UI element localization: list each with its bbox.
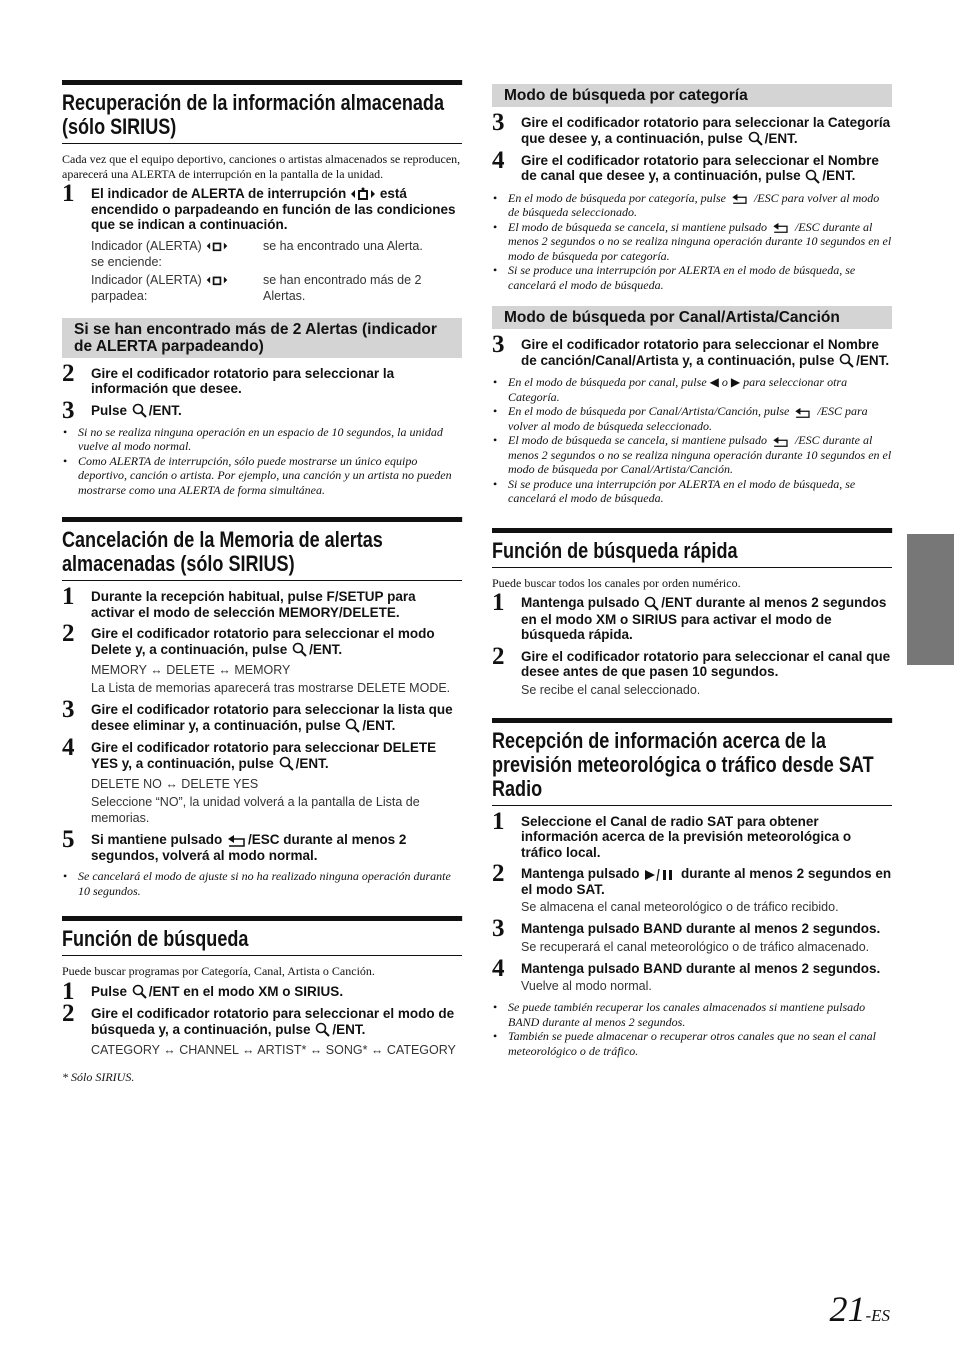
section-title-cancelacion: Cancelación de la Memoria de alertas almacenadas (sólo SIRIUS) [62,517,462,576]
search-icon [278,756,296,772]
return-icon [770,222,792,234]
subsection-title-alertas: Si se han encontrado más de 2 Alertas (indicador de ALERTA parpadeando) [62,318,462,358]
search-icon [344,718,362,734]
play-pause-icon [643,868,677,882]
right-column: Modo de búsqueda por categoría 3 Gire el codificador rotatorio para seleccionar la Categoría que desee y, a continuación, pulse /ENT. 4 Gire el codificador rotatorio para seleccionar el Nombre de canal que desee y, a continuación, pulse /ENT. • En el modo de búsqueda por categoría, pulse /ESC para volver al modo de búsqueda seleccionado. • El modo de búsqueda se cancela, si mantiene pulsado /ESC durante al menos 2 segundos o no se realiza ninguna operación durante 10 segundos en el modo de búsqueda por categoría. • Si se produce una interrupción por ALERTA en el modo de búsqueda, se cancelará el modo de búsqueda. Modo de búsqueda por Canal/Artista/Canción 3 Gire el codificador rotatorio para seleccionar el Nombre de canción/Canal/Artista y, a continuación, pulse /ENT. • En el modo de búsqueda por canal, pulse ◀ o ▶ para seleccionar otra Categoría. • En el modo de búsqueda por Canal/Artista/Canción, pulse /ESC para volver al modo de búsqueda seleccionado. • El modo de búsqueda se cancela, si mantiene pulsado /ESC durante al menos 2 segundos o no se realiza ninguna operación durante 10 segundos en el modo de búsqueda por Canal/Artista/Canción. • Si se produce una interrupción por ALERTA en el modo de búsqueda, se cancelará el modo de búsqueda. Función de búsqueda rápida Puede buscar todos los canales por orden numérico. 1 Mantenga pulsado /ENT durante al menos 2 segundos en el modo XM o SIRIUS para activar el modo de búsqueda rápida. 2 Gire el codificador rotatorio para seleccionar el canal que desee antes de que pasen 10 segundos. Se recibe el canal seleccionado. Recepción de información acerca de la previsión meteorológica o tráfico desde SAT Radio 1 Seleccione el Canal de radio SAT para obtener información acerca de la previsión meteorológica o tráfico local. 2 Mantenga pulsado durante al menos 2 segundos en el modo SAT. Se almacena el canal meteorológico o de tráfico recibido. 3 Mantenga pulsado BAND durante al menos 2 segundos. Se recuperará el canal meteorológico o de tráfico almacenado. 4 Mantenga pulsado BAND durante al menos 2 segundos. Vuelve al modo normal. • Se puede también recuperar los canales almacenados si mantiene pulsado BAND durante al menos 2 segundos. • También se puede almacenar o recuperar otros canales que no sean el canal meteorológico o de tráfico. [492,84,892,1066]
search-icon [804,169,822,185]
step: 2 Gire el codificador rotatorio para seleccionar el canal que desee antes de que pasen 10 segundos. Se recibe el canal seleccionado. [492,642,891,697]
step: 3 Gire el codificador rotatorio para seleccionar la Categoría que desee y, a continuación, pulse /ENT. [492,109,891,146]
step: 1 Seleccione el Canal de radio SAT para obtener información acerca de la previsión meteorológica o tráfico local. [492,807,852,860]
subsection-title-canal: Modo de búsqueda por Canal/Artista/Canción [492,306,892,329]
search-icon [643,596,661,612]
return-icon [792,407,814,419]
step: 5 Si mantiene pulsado /ESC durante al menos 2 segundos, volverá al modo normal. [62,826,407,863]
step: 3 Mantenga pulsado BAND durante al menos 2 segundos. Se recuperará el canal meteorológico o de tráfico almacenado. [492,915,881,954]
left-arrow-icon: ◀ [709,375,719,390]
alert-icon [205,240,229,252]
step: 1 El indicador de ALERTA de interrupción está encendido o parpadeando en función de las condiciones que se indican a continuación. Indicador (ALERTA) se enciende: se ha encontrado una Alerta. Indicador (ALERTA) parpadea: se han encontrado más de 2 Alertas. [62,186,462,304]
section-title-meteorologica: Recepción de información acerca de la previsión meteorológica o tráfico desde SAT Radio [492,718,892,801]
step: 2 Mantenga pulsado durante al menos 2 segundos en el modo SAT. Se almacena el canal meteorológico o de tráfico recibido. [492,860,892,915]
subsection-title-categoria: Modo de búsqueda por categoría [492,84,892,107]
step: 2 Gire el codificador rotatorio para seleccionar la información que desee. [62,359,395,396]
step: 1 Mantenga pulsado /ENT durante al menos 2 segundos en el modo XM o SIRIUS para activar el modo de búsqueda rápida. [492,589,887,643]
step: 2 Gire el codificador rotatorio para seleccionar el modo Delete y, a continuación, pulse /ENT. MEMORY ↔ DELETE ↔ MEMORY La Lista de memorias aparecerá tras mostrarse DELETE MODE. [62,620,451,696]
notes-list: • En el modo de búsqueda por categoría, pulse /ESC para volver al modo de búsqueda seleccionado. • El modo de búsqueda se cancela, si mantiene pulsado /ESC durante al menos 2 segundos o no se realiza ninguna operación durante 10 segundos en el modo de búsqueda por categoría. • Si se produce una interrupción por ALERTA en el modo de búsqueda, se cancelará el modo de búsqueda. [492,191,892,293]
search-icon [838,353,856,369]
step: 1 Durante la recepción habitual, pulse F/SETUP para activar el modo de selección MEMORY/DELETE. [62,583,416,620]
left-column: Recuperación de la información almacenada (sólo SIRIUS) Cada vez que el equipo deportivo, canciones o artistas almacenados se reproducen, aparecerá una ALERTA de interrupción en la pantalla de la unidad. 1 El indicador de ALERTA de interrupción está encendido o parpadeando en función de las condiciones que se indican a continuación. Indicador (ALERTA) se enciende: se ha encontrado una Alerta. Indicador (ALERTA) parpadea: se han encontrado más de 2 Alertas. Si se han encontrado más de 2 Alertas (indicador de ALERTA parpadeando) 2 Gire el codificador rotatorio para seleccionar la información que desee. 3 Pulse /ENT. • Si no se realiza ninguna operación en un espacio de 10 segundos, la unidad vuelve al modo normal. • Como ALERTA de interrupción, sólo puede mostrarse un único equipo deportivo, canción o artista. Por ejemplo, una canción y un artista no pueden mostrarse como una ALERTA de forma simultánea. Cancelación de la Memoria de alertas almacenadas (sólo SIRIUS) 1 Durante la recepción habitual, pulse F/SETUP para activar el modo de selección MEMORY/DELETE. 2 Gire el codificador rotatorio para seleccionar el modo Delete y, a continuación, pulse /ENT. MEMORY ↔ DELETE ↔ MEMORY La Lista de memorias aparecerá tras mostrarse DELETE MODE. 3 Gire el codificador rotatorio para seleccionar la lista que desee eliminar y, a continuación, pulse /ENT. 4 Gire el codificador rotatorio para seleccionar DELETE YES y, a continuación, pulse /ENT. DELETE NO ↔ DELETE YES Seleccione “NO”, la unidad volverá a la pantalla de Lista de memorias. 5 Si mantiene pulsado /ESC durante al menos 2 segundos, volverá al modo normal. • Se cancelará el modo de ajuste si no ha realizado ninguna operación durante 10 segundos. Función de búsqueda Puede buscar programas por Categoría, Canal, Artista o Canción. 1 Pulse /ENT en el modo XM o SIRIUS. 2 Gire el codificador rotatorio para seleccionar el modo de búsqueda y, a continuación, pulse /ENT. CATEGORY ↔ CHANNEL ↔ ARTIST* ↔ SONG* ↔ CATEGORY * Sólo SIRIUS. [62,80,462,1084]
section-tab [907,534,954,665]
search-icon [747,131,765,147]
step: 4 Mantenga pulsado BAND durante al menos 2 segundos. Vuelve al modo normal. [492,954,881,994]
return-icon [226,834,248,848]
notes-list: • Se cancelará el modo de ajuste si no ha realizado ninguna operación durante 10 segundos. [62,869,462,898]
search-icon [314,1022,332,1038]
step: 3 Pulse /ENT. [62,396,182,424]
step: 4 Gire el codificador rotatorio para seleccionar DELETE YES y, a continuación, pulse /ENT. DELETE NO ↔ DELETE YES Seleccione “NO”, la unidad volverá a la pantalla de Lista de memorias. [62,734,437,826]
return-icon [729,193,751,205]
section-title-recuperacion: Recuperación de la información almacenada (sólo SIRIUS) [62,80,462,139]
section-title-busqueda-rapida: Función de búsqueda rápida [492,528,892,563]
section-title-busqueda: Función de búsqueda [62,916,462,951]
notes-list: • En el modo de búsqueda por canal, pulse ◀ o ▶ para seleccionar otra Categoría. • En el modo de búsqueda por Canal/Artista/Canción, pulse /ESC para volver al modo de búsqueda seleccionado. • El modo de búsqueda se cancela, si mantiene pulsado /ESC durante al menos 2 segundos o no se realiza ninguna operación durante 10 segundos en el modo de búsqueda por Canal/Artista/Canción. • Si se produce una interrupción por ALERTA en el modo de búsqueda, se cancelará el modo de búsqueda. [492,375,892,506]
step: 1 Pulse /ENT en el modo XM o SIRIUS. [62,977,344,1005]
alert-icon [205,274,229,286]
step: 3 Gire el codificador rotatorio para seleccionar la lista que desee eliminar y, a continuación, pulse /ENT. [62,696,453,733]
search-icon [131,984,149,1000]
intro-text: Cada vez que el equipo deportivo, canciones o artistas almacenados se reproducen, aparecerá una ALERTA de interrupción en la pantalla de la unidad. [62,152,461,181]
search-icon [131,403,149,419]
return-icon [770,436,792,448]
alert-icon [350,187,376,201]
page-number: 21-ES [829,1289,890,1329]
step: 3 Gire el codificador rotatorio para seleccionar el Nombre de canción/Canal/Artista y, a continuación, pulse /ENT. [492,331,890,368]
step: 4 Gire el codificador rotatorio para seleccionar el Nombre de canal que desee y, a continuación, pulse /ENT. [492,146,879,184]
right-arrow-icon: ▶ [730,375,741,390]
search-icon [291,642,309,658]
notes-list: • Si no se realiza ninguna operación en un espacio de 10 segundos, la unidad vuelve al modo normal. • Como ALERTA de interrupción, sólo puede mostrarse un único equipo deportivo, canción o artista. Por ejemplo, una canción y un artista no pueden mostrarse como una ALERTA de forma simultánea. [62,425,462,498]
notes-list: • Se puede también recuperar los canales almacenados si mantiene pulsado BAND durante al menos 2 segundos. • También se puede almacenar o recuperar otros canales que no sean el canal meteorológico o de tráfico. [492,1000,892,1058]
step: 2 Gire el codificador rotatorio para seleccionar el modo de búsqueda y, a continuación, pulse /ENT. CATEGORY ↔ CHANNEL ↔ ARTIST* ↔ SONG* ↔ CATEGORY [62,1000,456,1058]
footnote: * Sólo SIRIUS. [62,1070,135,1085]
indicator-table: Indicador (ALERTA) se enciende: se ha encontrado una Alerta. Indicador (ALERTA) parpadea: se han encontrado más de 2 Alertas. [91,238,423,303]
